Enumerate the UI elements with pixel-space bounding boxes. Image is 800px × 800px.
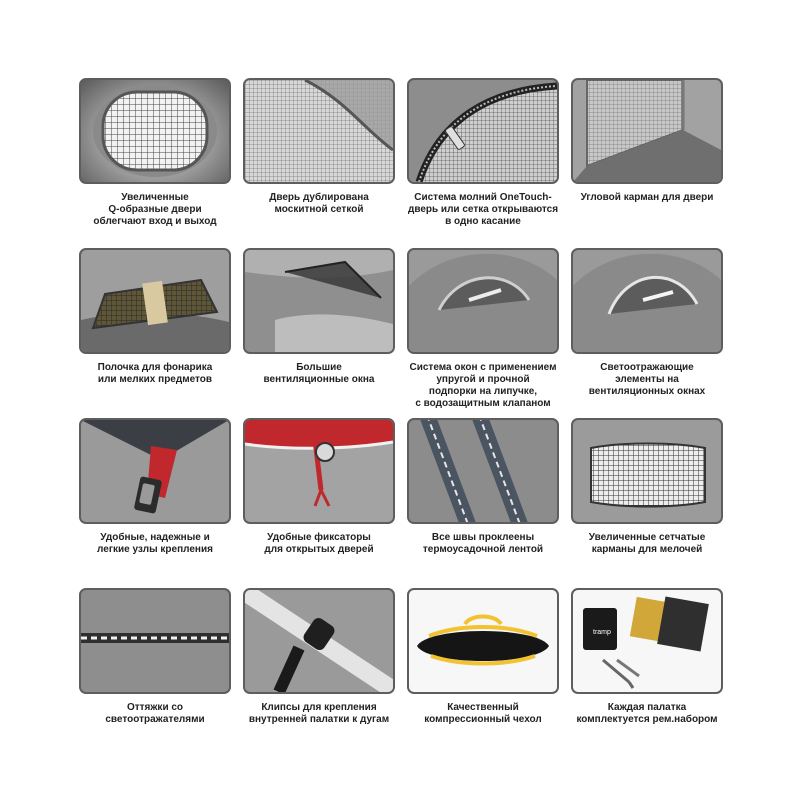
feature-tile bbox=[243, 248, 395, 386]
mesh-door-icon bbox=[79, 78, 231, 184]
feature-tile bbox=[79, 588, 231, 726]
reflective-vent-icon bbox=[571, 248, 723, 354]
feature-caption: Большие вентиляционные окна bbox=[263, 362, 375, 385]
feature-tile bbox=[571, 588, 723, 726]
feature-tile bbox=[407, 418, 559, 556]
feature-caption: Увеличенные Q-образные двери облегчают вход и выход bbox=[93, 192, 217, 227]
feature-tile bbox=[243, 588, 395, 726]
feature-tile bbox=[407, 248, 559, 410]
feature-tile bbox=[79, 418, 231, 556]
zipper-icon bbox=[407, 78, 559, 184]
feature-caption: Клипсы для крепления внутренней палатки к дугам bbox=[248, 702, 390, 725]
feature-tile bbox=[407, 78, 559, 228]
feature-caption: Оттяжки со светоотражателями bbox=[105, 702, 205, 725]
feature-caption: Светоотражающие элементы на вентиляционных окнах bbox=[588, 362, 706, 397]
feature-tile bbox=[79, 248, 231, 386]
feature-caption: Качественный компрессионный чехол bbox=[424, 702, 542, 725]
mesh-pocket-icon bbox=[571, 418, 723, 524]
feature-tile bbox=[243, 78, 395, 216]
vent-window-icon bbox=[243, 248, 395, 354]
feature-tile bbox=[571, 78, 723, 204]
feature-caption: Все швы проклеены термоусадочной лентой bbox=[422, 532, 544, 555]
feature-caption: Дверь дублирована москитной сеткой bbox=[269, 192, 369, 215]
compression-bag-icon bbox=[407, 588, 559, 694]
window-support-icon bbox=[407, 248, 559, 354]
feature-tile bbox=[79, 78, 231, 228]
feature-caption: Полочка для фонарика или мелких предметов bbox=[97, 362, 213, 385]
feature-caption: Каждая палатка комплектуется рем.набором bbox=[576, 702, 718, 725]
feature-caption: Система окон с применением упругой и прочной подпорки на липучке, с водозащитным клапаном bbox=[409, 362, 557, 409]
feature-caption: Система молний OneTouch- дверь или сетка открываются в одно касание bbox=[407, 192, 559, 227]
feature-caption: Увеличенные сетчатые карманы для мелочей bbox=[588, 532, 706, 555]
feature-caption: Угловой карман для двери bbox=[580, 192, 714, 203]
feature-tile bbox=[407, 588, 559, 726]
buckle-icon bbox=[79, 418, 231, 524]
feature-tile bbox=[243, 418, 395, 556]
brand-logo-text: tramp bbox=[593, 629, 611, 636]
corner-pocket-icon bbox=[571, 78, 723, 184]
mosquito-net-door-icon bbox=[243, 78, 395, 184]
repair-kit-icon bbox=[571, 588, 723, 694]
taped-seams-icon bbox=[407, 418, 559, 524]
door-tieback-icon bbox=[243, 418, 395, 524]
feature-tile bbox=[571, 248, 723, 398]
feature-caption: Удобные, надежные и легкие узлы крепления bbox=[97, 532, 213, 555]
pole-clip-icon bbox=[243, 588, 395, 694]
feature-tile bbox=[571, 418, 723, 556]
guy-rope-icon bbox=[79, 588, 231, 694]
feature-caption: Удобные фиксаторы для открытых дверей bbox=[264, 532, 374, 555]
lamp-shelf-icon bbox=[79, 248, 231, 354]
